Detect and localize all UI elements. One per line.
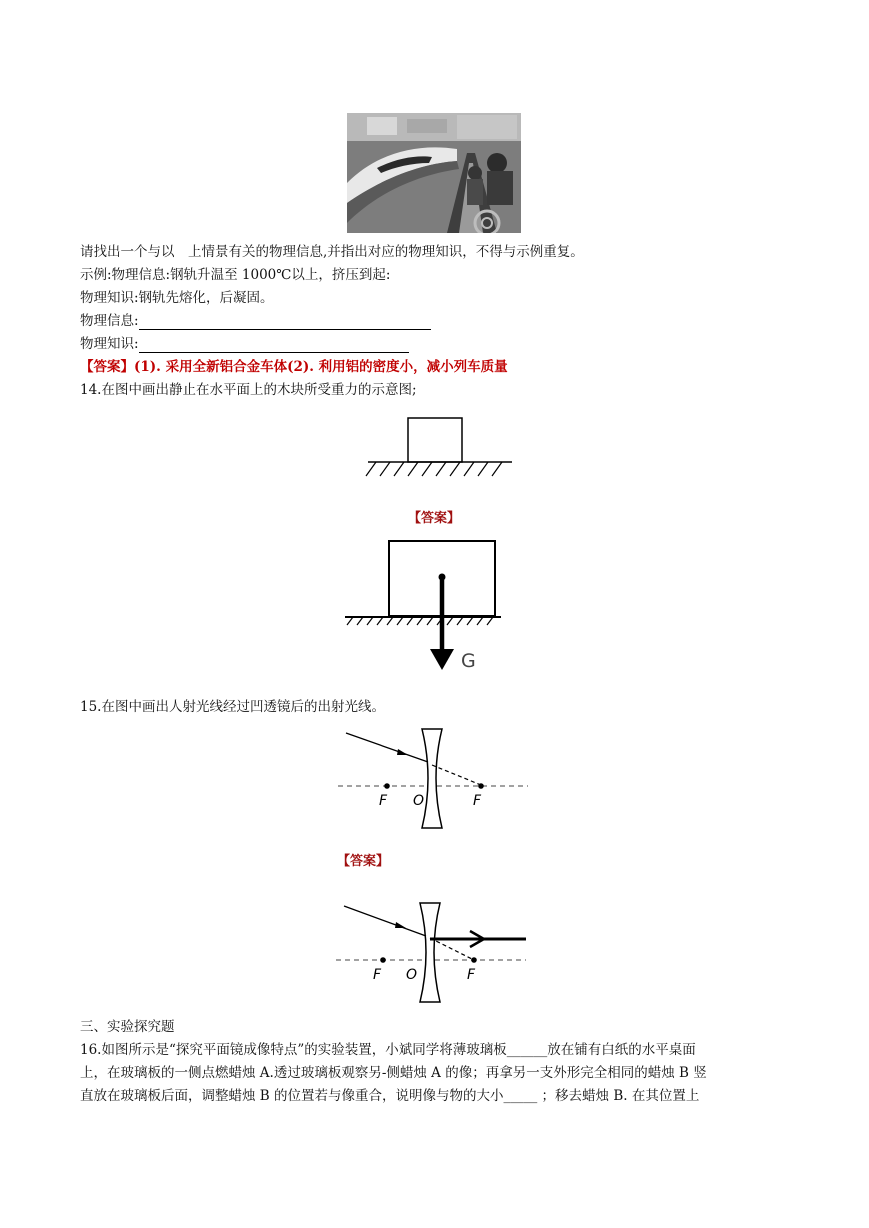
focal-point-left-label: F xyxy=(379,793,388,809)
q15-answer-label: 【答案】 xyxy=(337,854,390,869)
q16-line-3: 直放在玻璃板后面，调整蜡烛 B 的位置若与像重合，说明像与物的大小_____ ；移去蜡烛 B. 在其位置上 xyxy=(80,1088,700,1104)
section-3-title: 三、实验探究题 xyxy=(80,1019,175,1035)
answer-focal-right-label: F xyxy=(467,967,476,983)
q16-line-1: 16.如图所示是“探究平面镜成像特点”的实验装置，小斌同学将薄玻璃板______放在铺有白纸的水平桌面 xyxy=(80,1042,696,1058)
gravity-answer-diagram xyxy=(343,536,503,676)
q16-line-2: 上，在玻璃板的一侧点燃蜡烛 A.透过玻璃板观察另-侧蜡烛 A 的像；再拿另一支外形完全相同的蜡烛 B 竖 xyxy=(80,1065,707,1081)
q13-knowledge-blank[interactable] xyxy=(139,338,409,353)
q13-info-label: 物理信息: xyxy=(80,313,139,329)
focal-point-right-label: F xyxy=(473,793,482,809)
optical-center-label: O xyxy=(413,793,425,809)
q13-info-row xyxy=(80,312,431,330)
force-label-g: G xyxy=(461,650,476,672)
q13-example-info: 示例:物理信息:钢轨升温至 1000℃以上，挤压到起: xyxy=(80,267,391,283)
q13-answer: 【答案】(1). 采用全新铝合金车体(2). 利用铝的密度小，减小列车质量 xyxy=(80,359,508,375)
q13-knowledge-row xyxy=(80,335,409,353)
train-photo xyxy=(347,113,521,233)
q13-info-blank[interactable] xyxy=(139,315,431,330)
q13-prompt: 请找出一个与以 上情景有关的物理信息,并指出对应的物理知识，不得与示例重复。 xyxy=(80,244,584,260)
q13-example-knowledge: 物理知识:钢轨先熔化，后凝固。 xyxy=(80,290,274,306)
q15-prompt: 15.在图中画出人射光线经过凹透镜后的出射光线。 xyxy=(80,699,385,715)
gravity-arrowhead xyxy=(430,649,454,670)
concave-lens-diagram xyxy=(338,724,530,832)
answer-focal-left-label: F xyxy=(373,967,382,983)
q14-prompt: 14.在图中画出静止在水平面上的木块所受重力的示意图; xyxy=(80,382,417,398)
q14-answer-label: 【答案】 xyxy=(408,511,461,526)
concave-lens-answer-diagram xyxy=(336,900,530,1008)
block-on-surface-diagram xyxy=(362,414,514,484)
q13-knowledge-label: 物理知识: xyxy=(80,336,139,352)
answer-optical-center-label: O xyxy=(406,967,418,983)
